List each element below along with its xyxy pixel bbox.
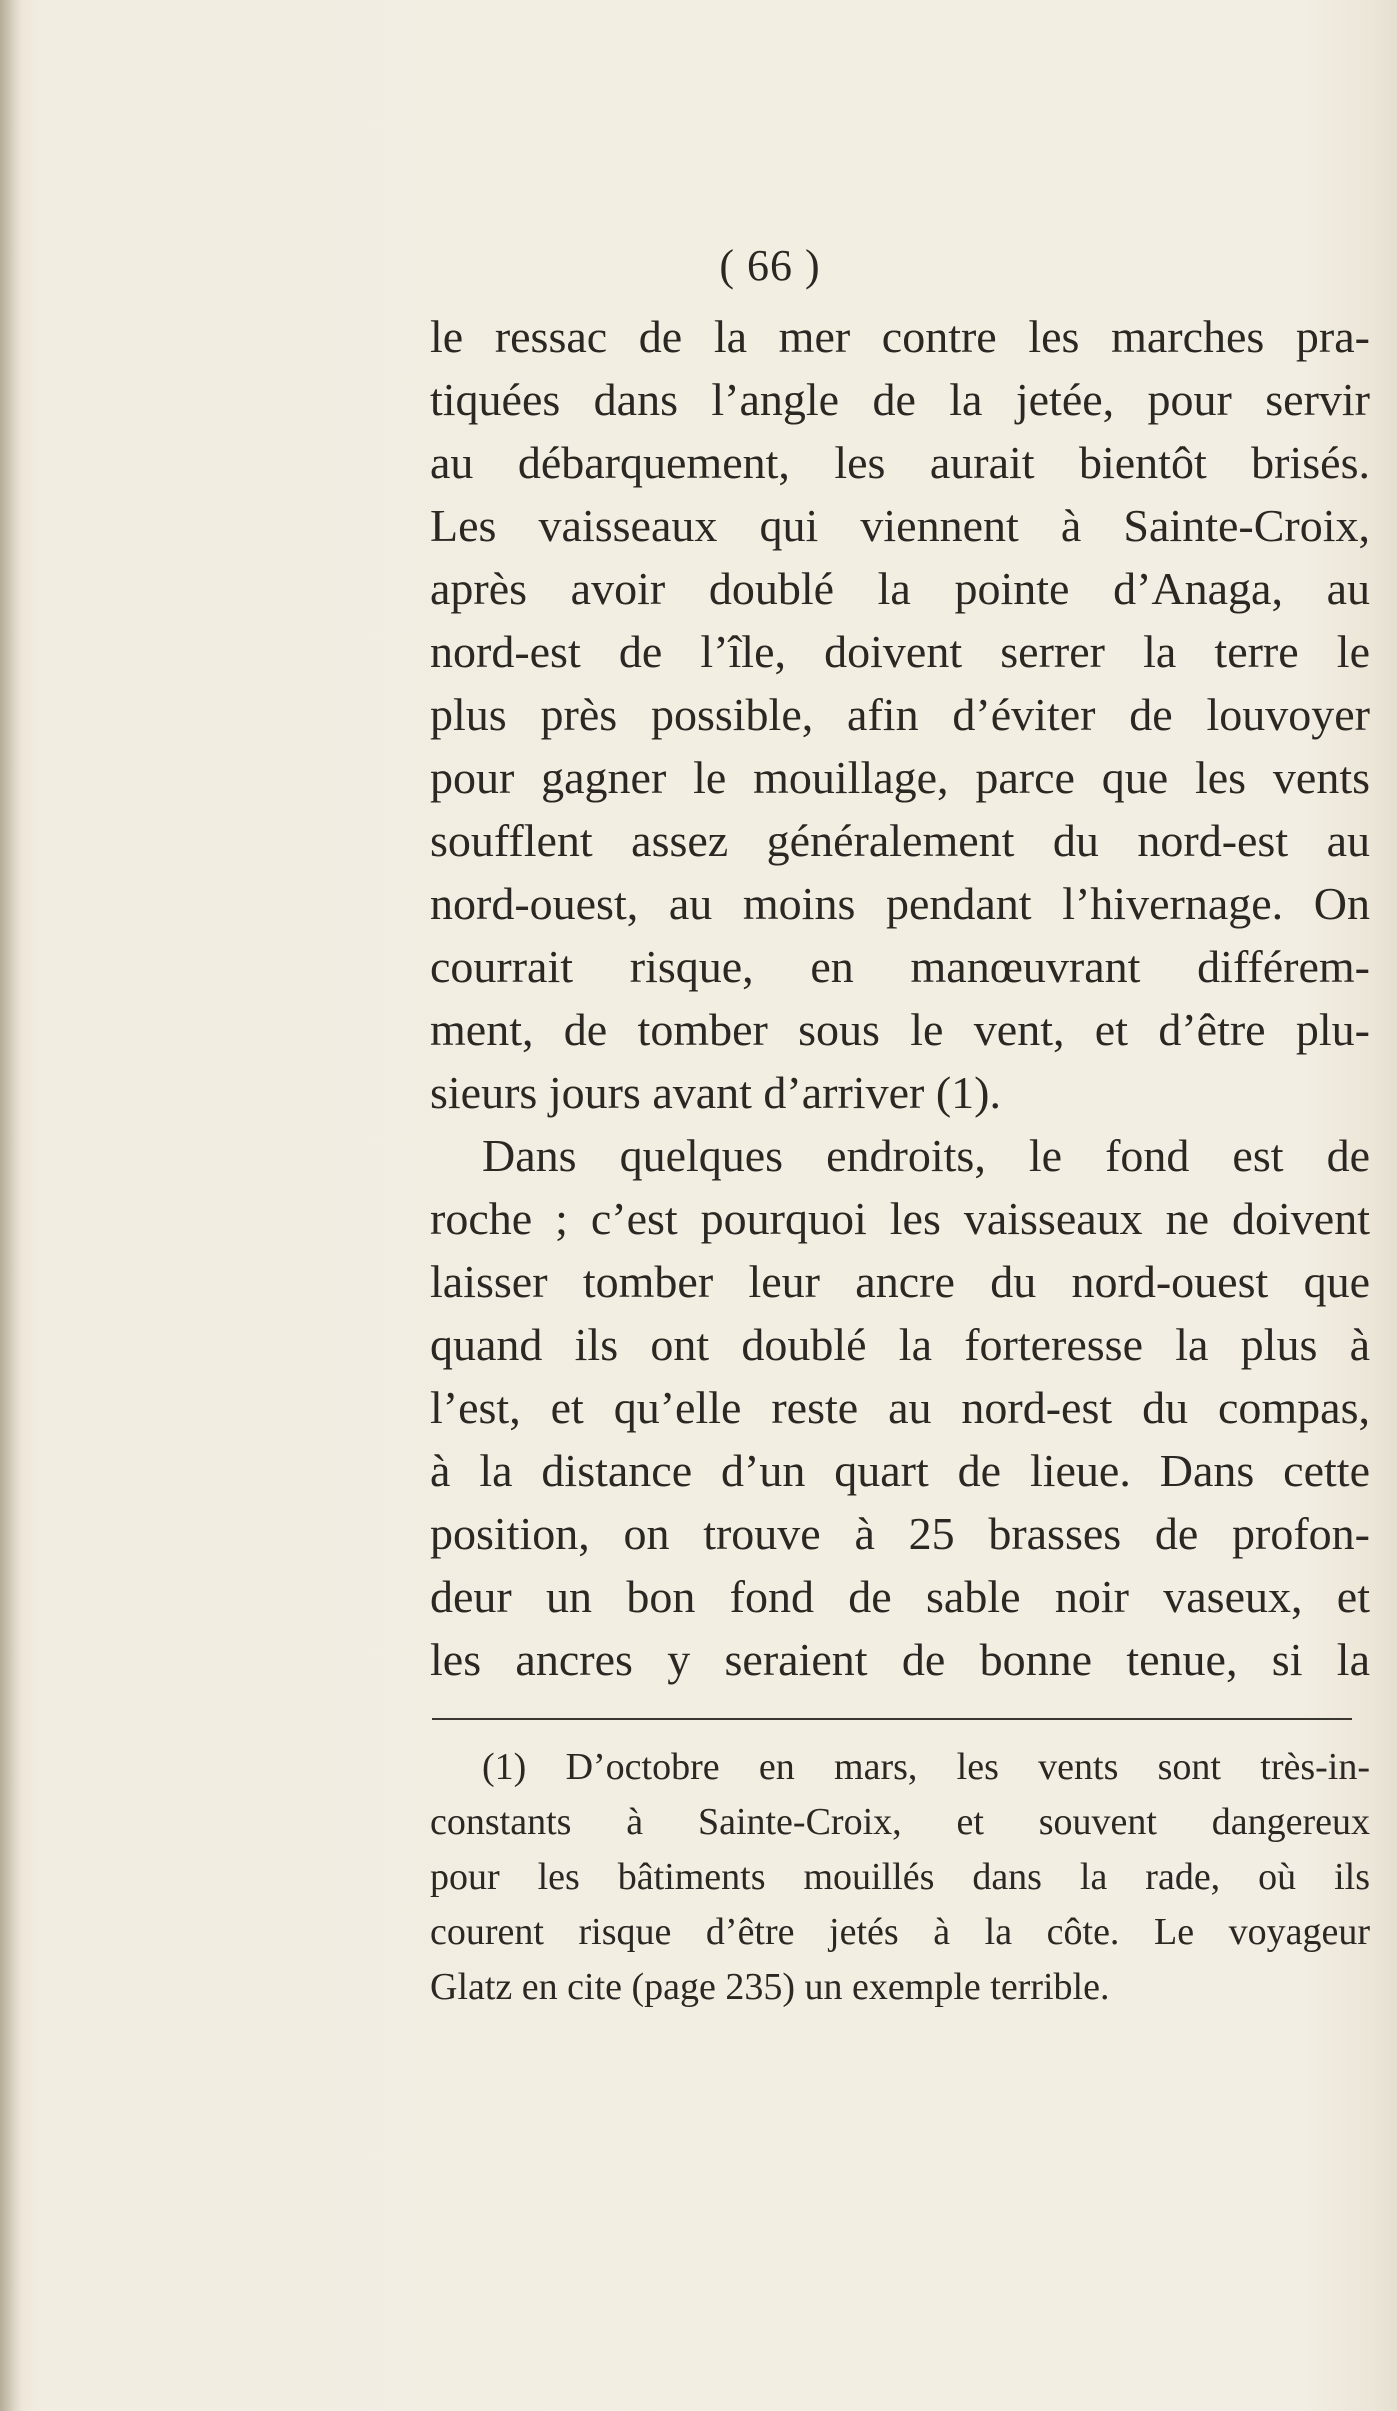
footnote <box>430 1740 1370 2015</box>
page-number: ( 66 ) <box>719 241 821 290</box>
text-line: quand ils ont doublé la forteresse la plus à <box>430 1319 1370 1370</box>
text-line: le ressac de la mer contre les marches pra- <box>430 311 1370 362</box>
text-line: deur un bon fond de sable noir vaseux, et <box>430 1571 1370 1622</box>
spine-shadow <box>0 0 22 2411</box>
text-line: Les vaisseaux qui viennent à Sainte-Croix, <box>430 500 1370 551</box>
text-line: au débarquement, les aurait bientôt brisés. <box>430 437 1370 488</box>
text-line: sieurs jours avant d’arriver (1). <box>430 1067 1001 1118</box>
footnote-rule <box>432 1718 1352 1720</box>
text-line: roche ; c’est pourquoi les vaisseaux ne doivent <box>430 1193 1370 1244</box>
footnote-line: (1) D’octobre en mars, les vents sont très-in- <box>482 1746 1370 1788</box>
text-line: plus près possible, afin d’éviter de louvoyer <box>430 689 1370 740</box>
text-line: position, on trouve à 25 brasses de profon- <box>430 1508 1370 1559</box>
text-line: laisser tomber leur ancre du nord-ouest que <box>430 1256 1370 1307</box>
footnote-line: Glatz en cite (page 235) un exemple terrible. <box>430 1966 1110 2008</box>
text-line: Dans quelques endroits, le fond est de <box>482 1130 1370 1181</box>
text-line: après avoir doublé la pointe d’Anaga, au <box>430 563 1370 614</box>
text-line: nord-est de l’île, doivent serrer la terre le <box>430 626 1370 677</box>
text-line: les ancres y seraient de bonne tenue, si la <box>430 1634 1370 1685</box>
footnote-line: courent risque d’être jetés à la côte. Le voyageur <box>430 1911 1370 1953</box>
text-line: soufflent assez généralement du nord-est au <box>430 815 1370 866</box>
text-line: courrait risque, en manœuvrant différem- <box>430 941 1370 992</box>
text-line: à la distance d’un quart de lieue. Dans cette <box>430 1445 1370 1496</box>
text-line: ment, de tomber sous le vent, et d’être plu- <box>430 1004 1370 1055</box>
text-line: nord-ouest, au moins pendant l’hivernage. On <box>430 878 1370 929</box>
text-line: pour gagner le mouillage, parce que les vents <box>430 752 1370 803</box>
footnote-line: constants à Sainte-Croix, et souvent dangereux <box>430 1801 1370 1843</box>
text-line: l’est, et qu’elle reste au nord-est du compas, <box>430 1382 1370 1433</box>
body-text <box>430 305 1370 1691</box>
text-line: tiquées dans l’angle de la jetée, pour servir <box>430 374 1370 425</box>
footnote-line: pour les bâtiments mouillés dans la rade, où ils <box>430 1856 1370 1898</box>
